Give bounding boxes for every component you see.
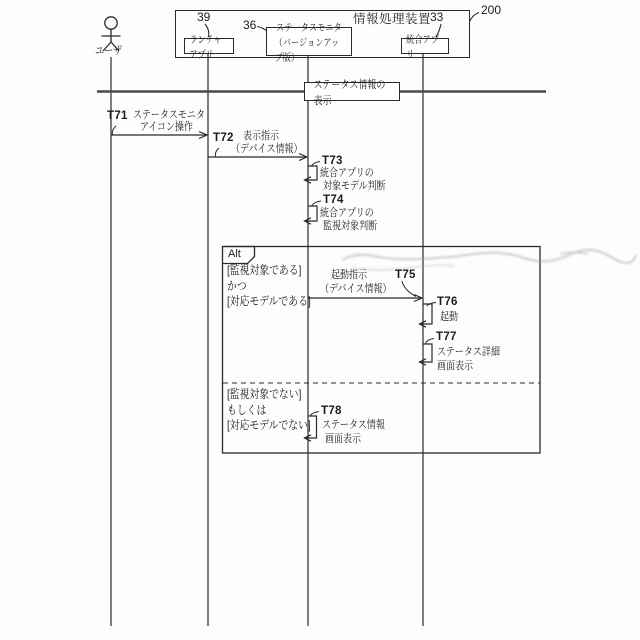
t74-text1: 統合アプリの [320, 207, 374, 219]
t78-text1: ステータス情報 [322, 419, 385, 431]
participant-monitor-label: ステータスモニタ [276, 23, 342, 34]
participant-launcher-app [184, 35, 234, 61]
t78-id: T78 [321, 405, 342, 417]
self-call-t77 [420, 339, 435, 366]
scan-noise [342, 250, 636, 270]
t72-text2: （デバイス情報） [231, 143, 303, 155]
alt-guard-false: [監視対象でない] もしくは [対応モデルでない] [227, 387, 311, 432]
ref-39: 39 [197, 10, 211, 24]
t78-text2: 画面表示 [325, 433, 362, 445]
alt-operator-label: Alt [228, 248, 241, 260]
phase-label-box [304, 78, 400, 107]
self-call-t76 [420, 303, 437, 328]
participant-integrated-app [401, 35, 449, 61]
self-call-t74 [305, 201, 322, 224]
t73-text1: 統合アプリの [320, 167, 374, 179]
t77-text2: 画面表示 [437, 360, 474, 372]
phase-label: ステータス情報の表示 [313, 78, 386, 107]
participant-app-label: 統合アプリ [406, 35, 439, 61]
self-call-t73 [305, 162, 321, 184]
t75-text1: 起動指示 [331, 269, 368, 281]
t77-id: T77 [436, 331, 457, 343]
t76-id: T76 [437, 296, 458, 308]
ref-200: 200 [481, 3, 502, 17]
t71-id: T71 [107, 110, 128, 122]
ref-33: 33 [430, 10, 444, 24]
t74-id: T74 [323, 194, 344, 206]
participant-status-monitor [266, 23, 352, 64]
t72-id: T72 [213, 132, 234, 144]
actor-label: ユーザ [95, 45, 123, 57]
t72-text1: 表示指示 [243, 130, 280, 142]
t71-text1: ステータスモニタ [133, 109, 205, 121]
device-title: 情報処理装置 [353, 12, 432, 26]
ref-36: 36 [243, 18, 257, 32]
t71-text2: アイコン操作 [140, 121, 193, 133]
t77-text1: ステータス詳細 [437, 346, 500, 358]
participant-monitor-sublabel: （バージョンアップ版） [274, 38, 340, 64]
t73-id: T73 [322, 155, 343, 167]
t73-text2: 対象モデル判断 [323, 180, 386, 192]
t75-text2: （デバイス情報） [320, 283, 392, 295]
t74-text2: 監視対象判断 [323, 220, 378, 232]
t76-text1: 起動 [440, 311, 459, 323]
participant-launcher-label: ランチャアプリ [189, 35, 222, 61]
alt-guard-true: [監視対象である] かつ [対応モデルである] [227, 263, 311, 308]
t75-id: T75 [395, 269, 416, 281]
